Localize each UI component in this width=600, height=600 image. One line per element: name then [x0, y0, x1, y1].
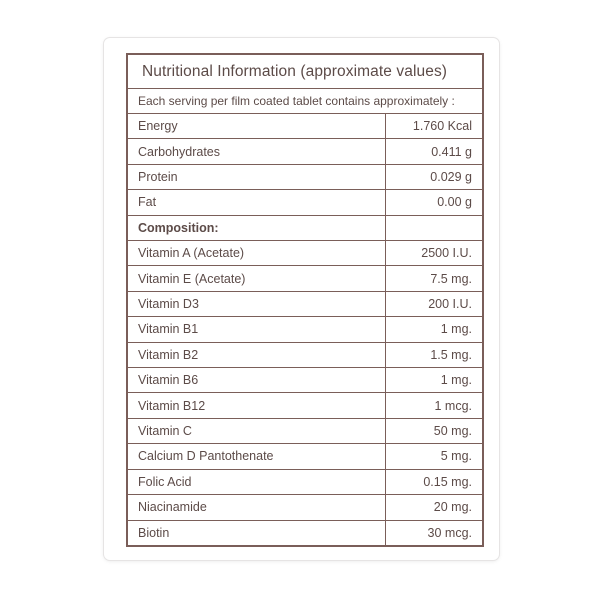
- ingredient-name: Vitamin B2: [128, 343, 386, 367]
- ingredient-name: Vitamin C: [128, 419, 386, 443]
- ingredient-value: 1.5 mg.: [430, 347, 472, 362]
- ingredient-value: 1 mcg.: [434, 398, 472, 413]
- table-row: [128, 419, 482, 444]
- table-row: [128, 317, 482, 342]
- table-subtitle: Each serving per film coated tablet contains approximately :: [128, 89, 482, 114]
- table-row: [128, 266, 482, 291]
- ingredient-name: Vitamin B6: [128, 368, 386, 392]
- nutrient-name: Fat: [128, 190, 386, 214]
- ingredient-value: 7.5 mg.: [430, 271, 472, 286]
- ingredient-name: Vitamin B12: [128, 393, 386, 417]
- table-row: [128, 368, 482, 393]
- table-row: [128, 393, 482, 418]
- nutrient-name: Protein: [128, 165, 386, 189]
- table-row: [128, 190, 482, 215]
- composition-heading: Composition:: [128, 216, 386, 240]
- composition-header-row: [128, 216, 482, 241]
- ingredient-name: Vitamin A (Acetate): [128, 241, 386, 265]
- table-row: [128, 139, 482, 164]
- ingredient-value: 5 mg.: [440, 449, 472, 464]
- ingredient-value: 1 mg.: [440, 322, 472, 337]
- table-row: [128, 241, 482, 266]
- ingredient-value: 0.15 mg.: [423, 474, 472, 489]
- nutrient-value: 0.00 g: [437, 195, 472, 210]
- ingredient-name: Niacinamide: [128, 495, 386, 519]
- ingredient-value: 2500 I.U.: [421, 246, 472, 261]
- ingredient-value: 50 mg.: [433, 424, 472, 439]
- ingredient-name: Vitamin E (Acetate): [128, 266, 386, 290]
- nutrient-value: 0.029 g: [430, 170, 472, 185]
- ingredient-value: 1 mg.: [440, 373, 472, 388]
- table-title: Nutritional Information (approximate values): [128, 55, 482, 89]
- ingredient-value: 20 mg.: [433, 500, 472, 515]
- ingredient-value: 30 mcg.: [427, 525, 472, 540]
- table-row: [128, 343, 482, 368]
- ingredient-name: Calcium D Pantothenate: [128, 444, 386, 468]
- nutrient-value: 1.760 Kcal: [412, 119, 472, 134]
- ingredient-value: 200 I.U.: [428, 297, 472, 312]
- table-rows: [128, 114, 482, 545]
- nutrient-name: Energy: [128, 114, 386, 138]
- ingredient-name: Biotin: [128, 521, 386, 545]
- table-row: [128, 292, 482, 317]
- ingredient-name: Folic Acid: [128, 470, 386, 494]
- nutrient-value: 0.411 g: [431, 144, 472, 159]
- table-row: [128, 495, 482, 520]
- nutrition-table: [126, 53, 484, 547]
- composition-heading-value: [386, 216, 482, 240]
- table-row: [128, 114, 482, 139]
- nutrient-name: Carbohydrates: [128, 139, 386, 163]
- ingredient-name: Vitamin B1: [128, 317, 386, 341]
- table-row: [128, 165, 482, 190]
- table-row: [128, 470, 482, 495]
- ingredient-name: Vitamin D3: [128, 292, 386, 316]
- table-row: [128, 521, 482, 545]
- table-row: [128, 444, 482, 469]
